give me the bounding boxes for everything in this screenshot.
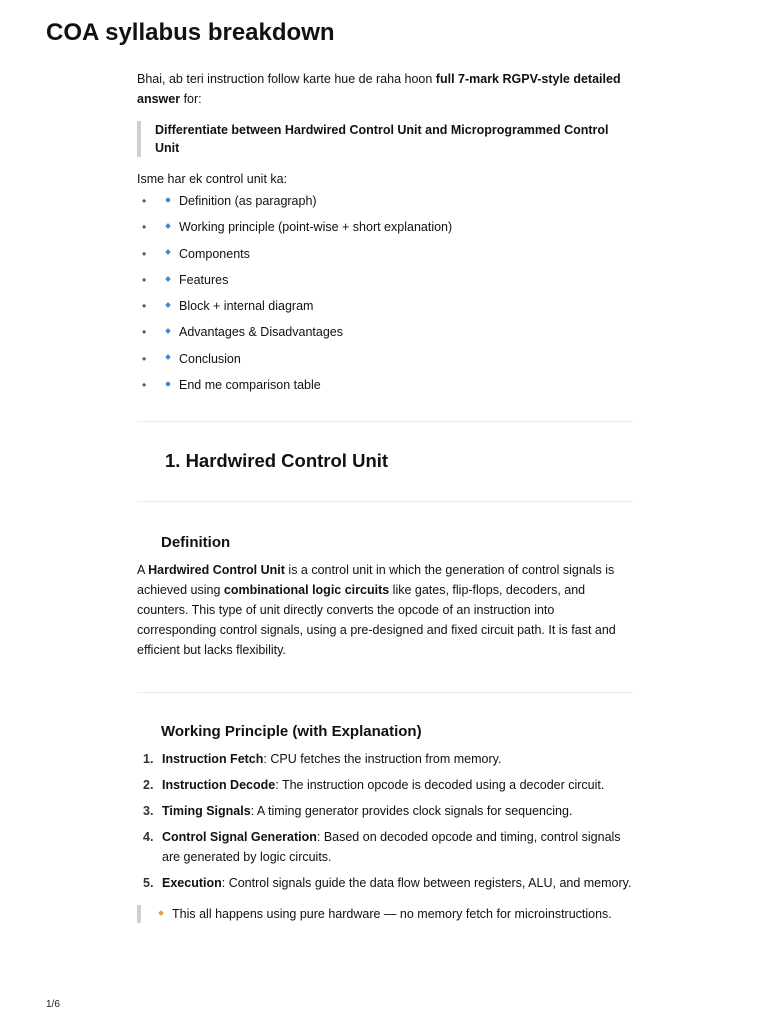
diamond-icon (165, 223, 171, 229)
list-item (137, 217, 633, 243)
list-item (137, 775, 633, 795)
definition-text: A (137, 563, 149, 578)
question-blockquote (137, 121, 633, 157)
checklist (137, 191, 633, 401)
definition-text: like gates, flip-flops, decoders, and counters. This type of unit directly converts the opcode of an instruction into corresponding control signals, using a pre-designed and fixed circuit path. It is fast and efficient but lacks flexibility. (137, 583, 616, 658)
diamond-icon (165, 249, 171, 255)
document-body (137, 69, 633, 923)
diamond-icon (165, 276, 171, 282)
definition-term: combinational logic circuits (223, 583, 390, 598)
list-item (137, 801, 633, 821)
step-text: : Control signals guide the data flow between registers, ALU, and memory. (221, 876, 632, 891)
intro-paragraph (137, 69, 633, 109)
working-steps (137, 749, 633, 893)
intro-text-end: for: (180, 92, 202, 106)
list-item (137, 270, 633, 296)
page-title: COA syllabus breakdown (46, 19, 335, 46)
section-divider (137, 421, 633, 422)
step-term: Timing Signals (162, 804, 251, 819)
list-item (137, 244, 633, 270)
list-item-label: End me comparison table (179, 378, 321, 393)
list-item (137, 322, 633, 348)
list-item (137, 375, 633, 401)
step-number: 4. (143, 830, 154, 845)
list-item-label: Definition (as paragraph) (179, 194, 317, 208)
diamond-icon (165, 328, 171, 334)
section-divider (137, 692, 633, 693)
step-number: 5. (143, 876, 154, 891)
note-text: This all happens using pure hardware — no memory fetch for microinstructions. (172, 907, 612, 922)
list-item (137, 749, 633, 769)
step-text: : The instruction opcode is decoded using a decoder circuit. (275, 778, 605, 793)
step-text: : CPU fetches the instruction from memory. (263, 752, 502, 767)
definition-paragraph (137, 560, 633, 660)
list-item-label: Components (179, 246, 250, 261)
list-item-label: Block + internal diagram (179, 299, 314, 314)
list-item-label: Working principle (point-wise + short explanation) (179, 220, 453, 235)
step-number: 2. (143, 778, 154, 793)
list-item (137, 191, 633, 217)
definition-text: is a control unit in which the generation of control signals is achieved using (137, 563, 615, 598)
definition-term: Hardwired Control Unit (148, 563, 285, 578)
list-item-label: Features (179, 272, 229, 287)
list-item-label: Advantages & Disadvantages (179, 325, 343, 340)
question-text: Differentiate between Hardwired Control Unit and Microprogrammed Control Unit (155, 123, 609, 155)
step-term: Execution (162, 876, 222, 891)
section-heading: 1. Hardwired Control Unit (165, 450, 389, 472)
step-number: 1. (143, 752, 154, 767)
working-principle-heading: Working Principle (with Explanation) (161, 723, 422, 741)
diamond-icon (165, 302, 171, 308)
list-intro: Isme har ek control unit ka: (137, 172, 288, 186)
step-term: Instruction Decode (162, 778, 276, 793)
definition-heading: Definition (161, 534, 231, 552)
list-item (137, 827, 633, 867)
list-item (137, 349, 633, 375)
step-term: Instruction Fetch (162, 752, 264, 767)
diamond-icon (165, 197, 171, 203)
intro-text: Bhai, ab teri instruction follow karte hue de raha hoon (137, 72, 436, 86)
step-term: Control Signal Generation (162, 830, 317, 845)
note-blockquote (137, 905, 633, 923)
diamond-icon (165, 381, 171, 387)
step-text: : A timing generator provides clock signals for sequencing. (250, 804, 573, 819)
step-text: : Based on decoded opcode and timing, control signals are generated by logic circuits. (162, 830, 621, 865)
list-item (137, 296, 633, 322)
diamond-icon (158, 910, 164, 916)
list-item-label: Conclusion (179, 351, 241, 366)
intro-bold-text: full 7-mark RGPV-style detailed answer (137, 72, 621, 106)
section-divider (137, 501, 633, 502)
page-number: 1/6 (46, 999, 60, 1010)
step-number: 3. (143, 804, 154, 819)
list-item (137, 873, 633, 893)
diamond-icon (165, 355, 171, 361)
